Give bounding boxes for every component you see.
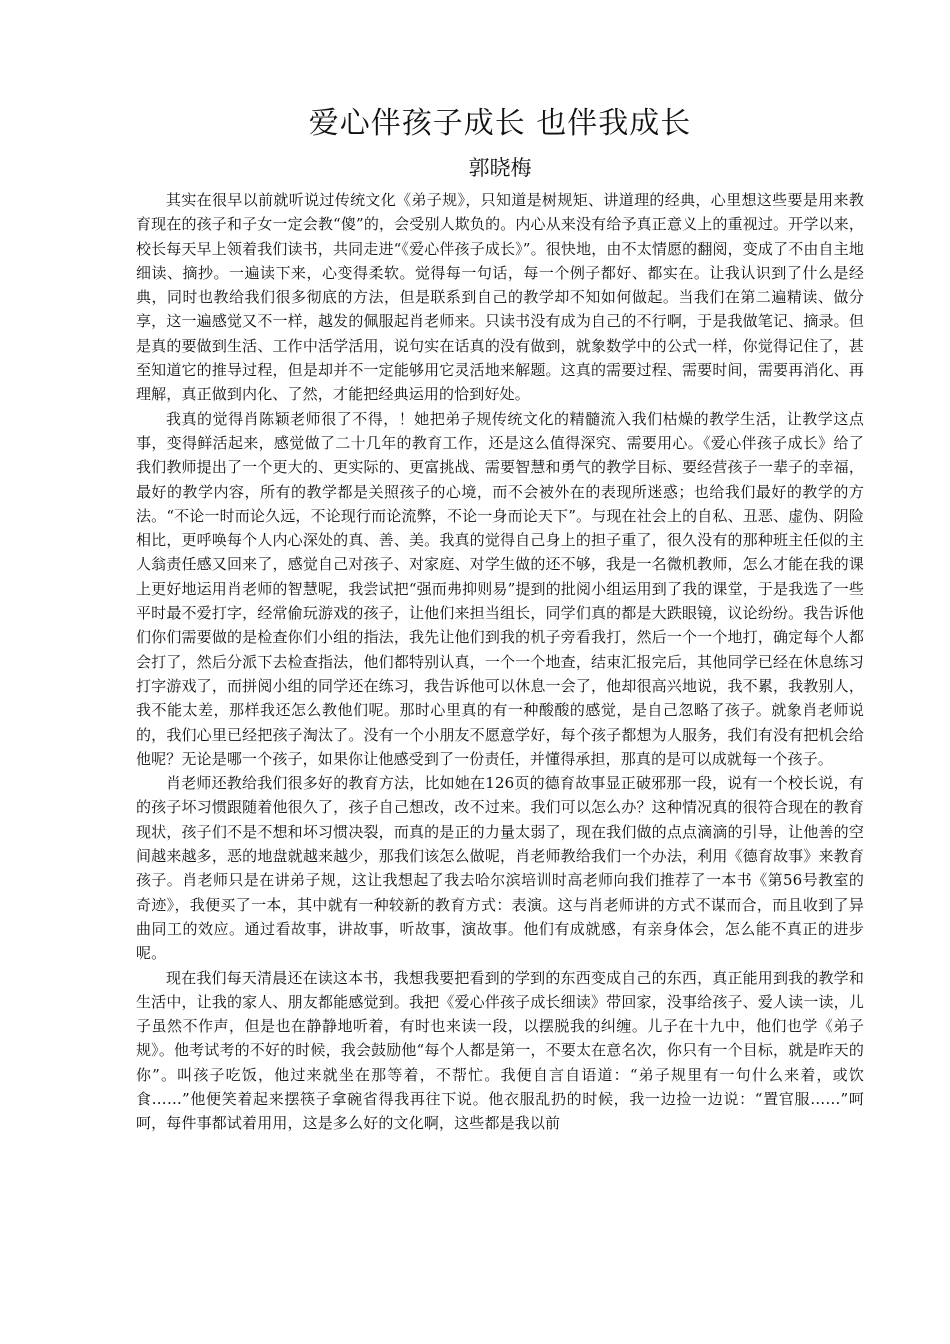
paragraph: 我真的觉得肖陈颖老师很了不得，！她把弟子规传统文化的精髓流入我们枯燥的教学生活，让教学这点事，变得鲜活起来，感觉做了二十几年的教育工作，还是这么值得深究、需要用心。《爱心伴孩子成长》给了我们教师提出了一个更大的、更实际的、更富挑战、需要智慧和勇气的教学目标、要经营孩子一辈子的幸福，最好的教学内容，所有的教学都是关照孩子的心境，而不会被外在的表现所迷惑；也给我们最好的教学的方法。“不论一时而论久远，不论现行而论流弊，不论一身而论天下”。与现在社会上的自私、丑恶、虚伪、阴险相比，更呼唤每个人内心深处的真、善、美。我真的觉得自己身上的担子重了，很久没有的那种班主任似的主人翁责任感又回来了，感觉自己对孩子、对家庭、对学生做的还不够，我是一名微机教师，怎么才能在我的课上更好地运用肖老师的智慧呢，我尝试把“强而弗抑则易”提到的批阅小组运用到了我的课堂，于是我选了一些平时最不爱打字，经常偷玩游戏的孩子，让他们来担当组长，同学们真的都是大跌眼镜，议论纷纷。我告诉他们你们需要做的是检查你们小组的指法，我先让他们到我的机子旁看我打，然后一个一个地打，确定每个人都会打了，然后分派下去检查指法，他们都特别认真，一个一个地查，结束汇报完后，其他同学已经在休息练习打字游戏了，而拼阅小组的同学还在练习，我告诉他可以休息一会了，他却很高兴地说，我不累，我教别人，我不能太差，那样我还怎么教他们呢。那时心里真的有一种酸酸的感觉，是自己忽略了孩子。就象肖老师说的，我们心里已经把孩子淘汰了。没有一个小朋友不愿意学好，每个孩子都想为人服务，我们有没有把机会给他呢？无论是哪一个孩子，如果你让他感受到了一份责任，并懂得承担，那真的是可以成就每一个孩子。 bbox=[136, 409, 864, 768]
paragraph: 肖老师还教给我们很多好的教育方法，比如她在126页的德育故事显正破邪那一段，说有一个校长说，有的孩子坏习惯跟随着他很久了，孩子自己想改，改不过来。我们可以怎么办？这种情况真的很符合现在的教育现状，孩子们不是不想和坏习惯决裂，而真的是正的力量太弱了，现在我们做的点点滴滴的引导，让他善的空间越来越多，恶的地盘就越来越少，那我们该怎么做呢，肖老师教给我们一个办法，利用《德育故事》来教育孩子。肖老师只是在讲弟子规，这让我想起了我去哈尔滨培训时高老师向我们推荐了一本书《第56号教室的奇迹》，我便买了一本，其中就有一种较新的教育方式：表演。这与肖老师讲的方式不谋而合，而且收到了异曲同工的效应。通过看故事，讲故事，听故事，演故事。他们有成就感，有亲身体会，怎么能不真正的进步呢。 bbox=[136, 774, 864, 963]
paragraph: 现在我们每天清晨还在读这本书，我想我要把看到的学到的东西变成自己的东西，真正能用到我的教学和生活中，让我的家人、朋友都能感觉到。我把《爱心伴孩子成长细读》带回家，没事给孩子、爱人读一读，儿子虽然不作声，但是也在静静地听着，有时也来读一段，以摆脱我的纠缠。儿子在十九中，他们也学《弟子规》。他考试考的不好的时候，我会鼓励他“每个人都是第一，不要太在意名次，你只有一个目标，就是昨天的你”。叫孩子吃饭，他过来就坐在那等着，不帮忙。我便自言自语道：“弟子规里有一句什么来着，或饮食……”他便笑着起来摆筷子拿碗省得我再往下说。他衣服乱扔的时候，我一边捡一边说：“置官服……”呵呵，每件事都试着用用，这是多么好的文化啊，这些都是我以前 bbox=[136, 968, 864, 1133]
document-page bbox=[136, 104, 864, 1136]
document-body bbox=[136, 188, 864, 1136]
document-author: 郭晓梅 bbox=[468, 156, 532, 180]
paragraph: 其实在很早以前就听说过传统文化《弟子规》，只知道是树规矩、讲道理的经典，心里想这些要是用来教育现在的孩子和子女一定会教“傻”的，会受别人欺负的。内心从来没有给予真正意义上的重视过。开学以来，校长每天早上领着我们读书，共同走进“《爱心伴孩子成长》”。很快地，由不太情愿的翻阅，变成了不由自主地细读、摘抄。一遍读下来，心变得柔软。觉得每一句话，每一个例子都好、都实在。让我认识到了什么是经典，同时也教给我们很多彻底的方法，但是联系到自己的教学却不知如何做起。当我们在第二遍精读、做分享，这一遍感觉又不一样，越发的佩服起肖老师来。只读书没有成为自己的不行啊，于是我做笔记、摘录。但是真的要做到生活、工作中活学活用，说句实在话真的没有做到，就象数学中的公式一样，你觉得记住了，甚至知道它的推导过程，但是却并不一定能够用它灵活地来解题。这真的需要过程、需要时间，需要再消化、再理解，真正做到内化、了然，才能把经典运用的恰到好处。 bbox=[136, 191, 864, 404]
document-title: 爱心伴孩子成长 也伴我成长 bbox=[308, 106, 692, 141]
